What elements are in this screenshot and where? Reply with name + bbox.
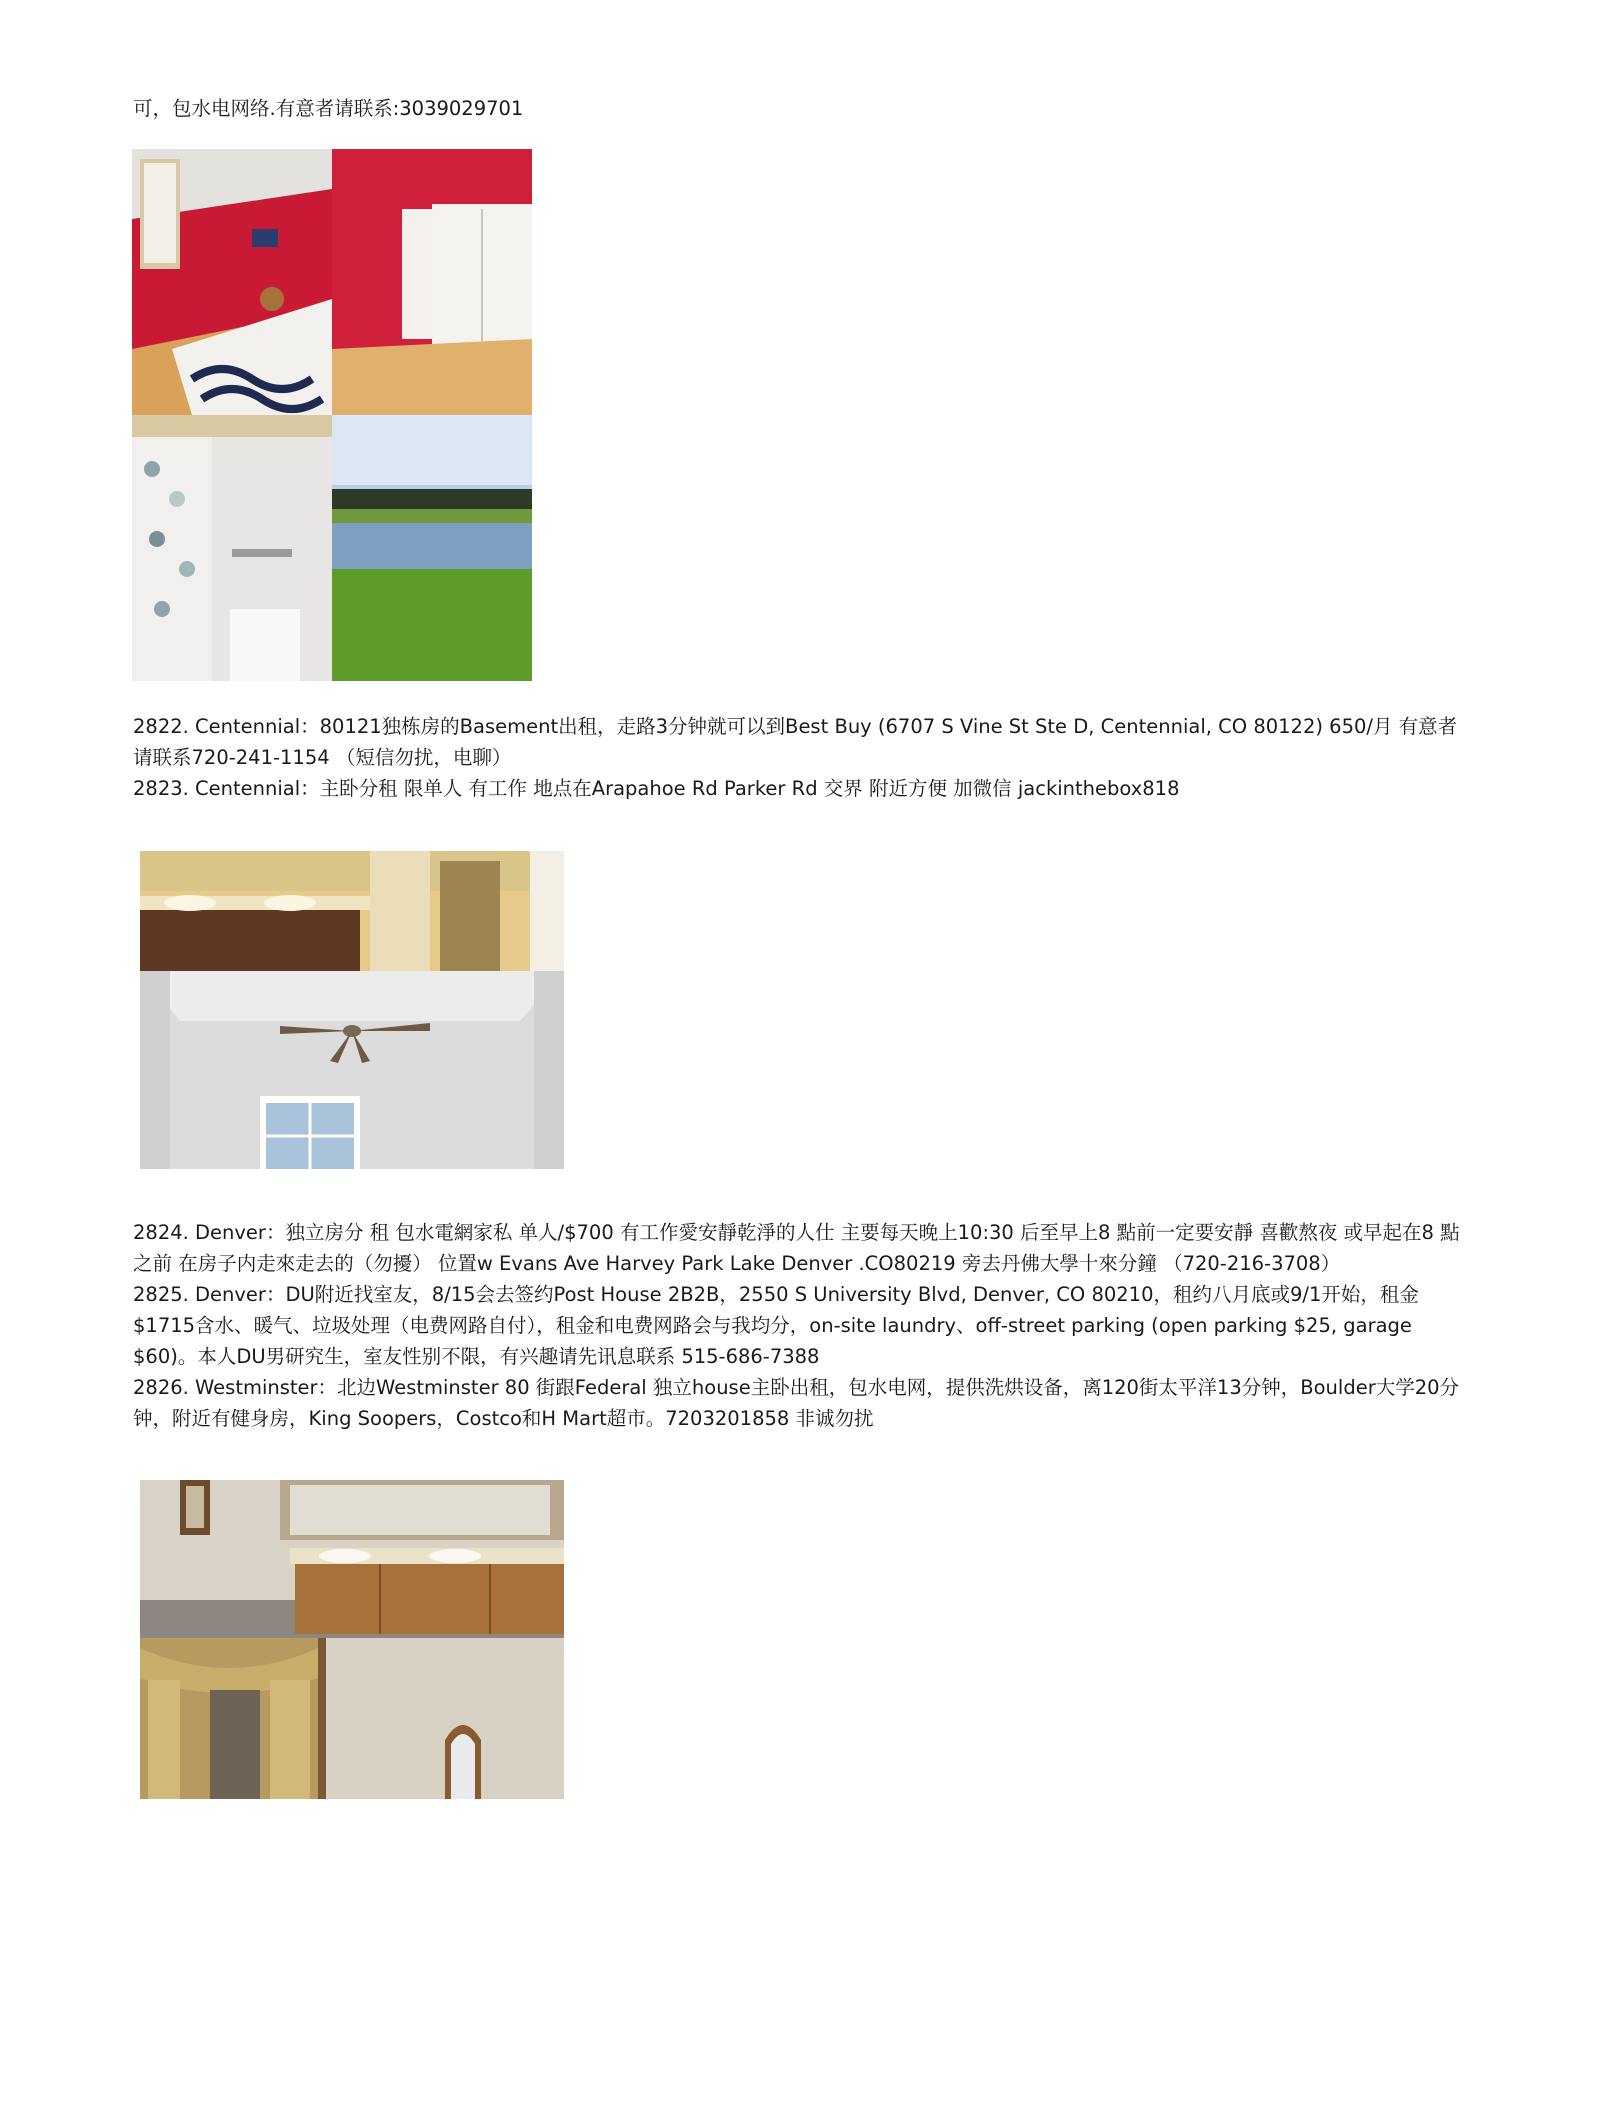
listing-photo-collage-vanity [140, 851, 564, 1169]
intro-line: 可，包水电网络.有意者请联系:3039029701 [133, 97, 524, 120]
listing-2825: 2825. Denver：DU附近找室友，8/15会去签约Post House 2B2B，2550 S University Blvd, Denver, CO 80210，租约八月底或9/1开始，租金$1715含水、暖气、垃圾处理（电费网路自付），租金和电费网路会与我均分，on-site laundry、off-street parking (open parking $25, garage $60)。本人DU男研究生，室友性别不限，有兴趣请先讯息联系 515-686-7388 [133, 1283, 1419, 1368]
listing-2822: 2822. Centennial：80121独栋房的Basement出租，走路3分钟就可以到Best Buy (6707 S Vine St Ste D, Centennial, CO 80122) 650/月 有意者请联系720-241-1154 （短信勿扰，电聊） [133, 715, 1458, 769]
bathroom-photo-collage [140, 1480, 564, 1799]
listing-2823: 2823. Centennial：主卧分租 限单人 有工作 地点在Arapahoe Rd Parker Rd 交界 附近方便 加微信 jackinthebox818 [133, 777, 1180, 800]
listing-2826: 2826. Westminster：北边Westminster 80 街跟Federal 独立house主卧出租，包水电网，提供洗烘设备，离120街太平洋13分钟，Boulder大学20分钟，附近有健身房，King Soopers，Costco和H Mart超市。7203201858 非诚勿扰 [133, 1376, 1460, 1430]
listing-photo-collage-bathroom [140, 1480, 564, 1799]
listing-photo-collage-bedroom [132, 149, 532, 681]
bedroom-photo-collage [132, 149, 532, 681]
vanity-photo-collage [140, 851, 564, 1169]
listing-2824: 2824. Denver：独立房分 租 包水電網家私 单人/$700 有工作愛安靜乾淨的人仕 主要每天晚上10:30 后至早上8 點前一定要安靜 喜歡熬夜 或早起在8 點之前 在房子内走來走去的（勿擾） 位置w Evans Ave Harvey Park Lake Denver .CO80219 旁去丹佛大學十來分鐘 （720-216-3708） [133, 1221, 1460, 1275]
